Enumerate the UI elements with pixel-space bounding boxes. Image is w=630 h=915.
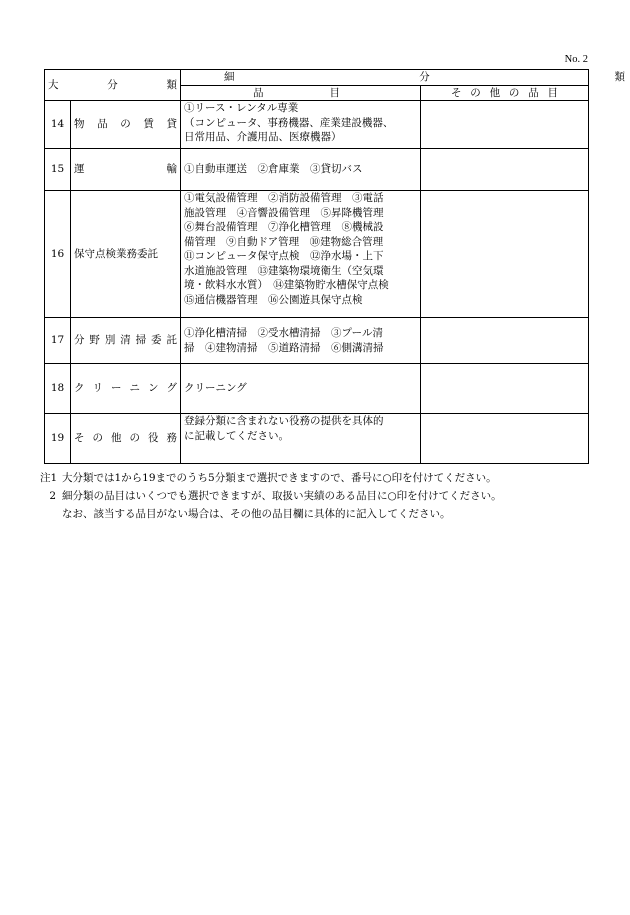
major-category bbox=[71, 191, 181, 318]
note-text: なお、該当する品目がない場合は、その他の品目欄に具体的に記入してください。 bbox=[62, 508, 451, 520]
category-text: ン bbox=[148, 382, 159, 395]
category-text: 委 bbox=[151, 334, 162, 347]
header-char: 目 bbox=[547, 86, 558, 99]
category-text: 野 bbox=[89, 334, 100, 347]
category-text: ニ bbox=[129, 382, 140, 395]
item-line: 施設管理 ④音響設備管理 ⑤昇降機管理 bbox=[184, 206, 384, 219]
category-text: ク bbox=[74, 382, 85, 395]
item-line: ①電気設備管理 ②消防設備管理 ③電話 bbox=[184, 192, 384, 204]
row-number: 19 bbox=[45, 414, 71, 464]
note-text: 大分類では1から19までのうち5分類まで選択できますので、番号に○印を付けてください。 bbox=[62, 472, 497, 484]
header-char: の bbox=[470, 86, 481, 99]
item-list bbox=[181, 414, 421, 464]
major-category bbox=[71, 149, 181, 191]
category-text: 他 bbox=[111, 432, 122, 445]
category-text: 運 bbox=[74, 163, 85, 176]
category-text: 賃 bbox=[143, 118, 154, 131]
header-char: 他 bbox=[489, 86, 501, 99]
category-text: 分 bbox=[74, 334, 85, 347]
row-number: 15 bbox=[45, 149, 71, 191]
major-category bbox=[71, 101, 181, 149]
category-text: 保守点検業務委託 bbox=[74, 247, 158, 260]
category-text: 掃 bbox=[135, 334, 147, 347]
item-list bbox=[181, 149, 421, 191]
item-line: ⑮通信機器管理 ⑯公園遊具保守点検 bbox=[184, 293, 363, 306]
item-line: 備管理 ⑨自動ドア管理 ⑩建物総合管理 bbox=[184, 235, 384, 248]
item-line: 掃 ④建物清掃 ⑤道路清掃 ⑥側溝清掃 bbox=[184, 341, 384, 354]
major-category bbox=[71, 318, 181, 364]
header-char: 細 bbox=[224, 71, 235, 83]
header-major-category bbox=[45, 70, 181, 101]
header-char: 大 bbox=[48, 78, 59, 91]
header-char: 品 bbox=[528, 86, 539, 99]
item-line: ①浄化槽清掃 ②受水槽清掃 ③プール清 bbox=[184, 327, 383, 339]
category-text: リ bbox=[92, 382, 103, 395]
category-text: 貸 bbox=[166, 118, 177, 131]
item-line: 登録分類に含まれない役務の提供を具体的 bbox=[184, 415, 384, 427]
header-items bbox=[181, 85, 421, 101]
header-minor-category bbox=[181, 70, 625, 86]
header-char: 分 bbox=[419, 71, 430, 83]
note-mark: 2 bbox=[49, 490, 56, 502]
item-line: 水道施設管理 ⑬建築物環境衛生（空気環 bbox=[184, 264, 384, 277]
item-line: （コンピュータ、事務機器、産業建設機器、 bbox=[184, 116, 394, 129]
item-line: ①自動車運送 ②倉庫業 ③貸切バス bbox=[184, 163, 363, 176]
notes bbox=[40, 469, 600, 523]
category-text: 託 bbox=[166, 334, 177, 347]
item-line: クリーニング bbox=[184, 382, 247, 395]
item-line: ⑥舞台設備管理 ⑦浄化槽管理 ⑧機械設 bbox=[184, 221, 384, 233]
row-number: 17 bbox=[45, 318, 71, 364]
note-item bbox=[40, 469, 600, 487]
item-list bbox=[181, 364, 421, 414]
table-row bbox=[45, 149, 589, 191]
note-item bbox=[40, 487, 600, 505]
other-items-field[interactable] bbox=[421, 318, 589, 364]
category-text: ー bbox=[111, 382, 122, 395]
category-text: グ bbox=[166, 382, 177, 395]
header-char: の bbox=[508, 86, 520, 99]
classification-table bbox=[44, 69, 625, 464]
header-char: 目 bbox=[329, 86, 340, 99]
item-line: 境・飲料水水質） ⑭建築物貯水槽保守点検 bbox=[184, 279, 389, 291]
table-row bbox=[45, 191, 589, 318]
category-text: 品 bbox=[97, 118, 108, 131]
category-text: 役 bbox=[148, 432, 159, 445]
category-text: 物 bbox=[74, 118, 85, 131]
header-char: 類 bbox=[614, 71, 625, 83]
category-text: 清 bbox=[120, 334, 131, 347]
row-number: 14 bbox=[45, 101, 71, 149]
note-item bbox=[40, 505, 600, 523]
note-mark bbox=[40, 505, 62, 523]
category-text: の bbox=[129, 432, 140, 445]
header-row-top bbox=[45, 70, 589, 86]
item-line: 日常用品、介護用品、医療機器） bbox=[184, 131, 342, 143]
table-row bbox=[45, 364, 589, 414]
other-items-field[interactable] bbox=[421, 191, 589, 318]
header-char: 類 bbox=[166, 78, 177, 91]
note-text: 細分類の品目はいくつでも選択できますが、取扱い実績のある品目に○印を付けてください。 bbox=[62, 490, 502, 502]
category-text: 輸 bbox=[166, 163, 177, 176]
item-line: に記載してください。 bbox=[184, 429, 289, 442]
table-row bbox=[45, 318, 589, 364]
table-row bbox=[45, 414, 589, 464]
item-list bbox=[181, 318, 421, 364]
item-list bbox=[181, 101, 421, 149]
item-list bbox=[181, 191, 421, 318]
category-text: そ bbox=[74, 432, 85, 445]
other-items-field[interactable] bbox=[421, 149, 589, 191]
category-text: 務 bbox=[166, 432, 177, 445]
note-mark: 注1 bbox=[40, 472, 58, 484]
category-text: の bbox=[92, 432, 103, 445]
category-text: の bbox=[120, 118, 131, 131]
header-char: そ bbox=[451, 86, 462, 99]
item-line: ⑪コンピュータ保守点検 ⑫浄水場・上下 bbox=[184, 250, 384, 262]
major-category bbox=[71, 414, 181, 464]
row-number: 16 bbox=[45, 191, 71, 318]
other-items-field[interactable] bbox=[421, 101, 589, 149]
page-number: No. 2 bbox=[564, 54, 588, 65]
major-category bbox=[71, 364, 181, 414]
header-char: 分 bbox=[107, 78, 118, 91]
table-row bbox=[45, 101, 589, 149]
item-line: ①リース・レンタル専業 bbox=[184, 102, 299, 114]
category-text: 別 bbox=[104, 334, 116, 347]
row-number: 18 bbox=[45, 364, 71, 414]
other-items-field[interactable] bbox=[421, 414, 589, 464]
header-other-items bbox=[421, 85, 589, 101]
other-items-field[interactable] bbox=[421, 364, 589, 414]
header-char: 品 bbox=[253, 86, 264, 99]
